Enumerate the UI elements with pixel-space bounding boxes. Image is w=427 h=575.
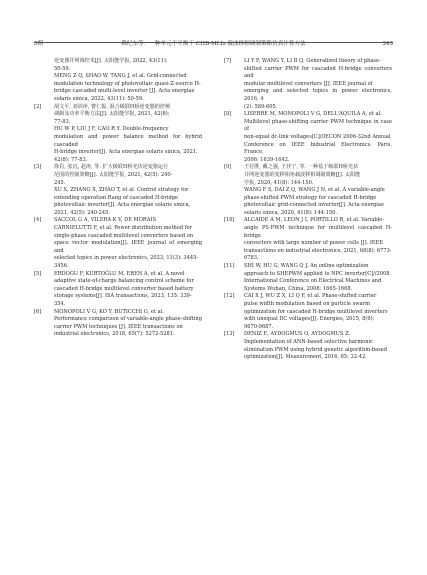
reference-entry [34,309,202,339]
reference-text: 逆变器并网调控术[J]. 太阳能学报, 2022, 43(11): 50-59. MENG Z Q, SHAO W, TANG J, et al. Grid-connected modulation technology of photovoltaic quasi-Z-source H- bridge cascaded multi-level inverter [J]. Acta energiae solaris sinica, 2022, 43(11): 50-59. [54,58,201,102]
reference-text: CAI X J, WU Z X, LI Q F, et al. Phase-shifted carrier pulse width modulation based on particle swarm optimization for cascaded H-bridge multilevel inverters with unequal DC voltages[J]. Energies, 2015, 8(9): 9670-9687. [244,293,388,330]
reference-entry [224,293,392,331]
reference-text: DENIZ E, AYDOGMUS O, AYDOGMUS Z. Implementation of ANN-based selective harmonic elimination PWM using hybrid genetic algorithm-based optimization[J]. Measurement, 2016, 85: 32-42. [244,331,388,361]
reference-text: SACCOL G A, VILERA K V, DE MORAIS CARNIELUTTI F, et al. Power distribution method for single-phase cascaded multilevel converters based on space vector modulation[J]. IEEE journal of emerging and selected topics in power electronics, 2023, 11(3): 3445- 3456. [54,217,202,270]
reference-text: 徐肖, 张沉, 赵涛, 等. 扩大级联H桥光伏逆变器运行 范围的控制策略[J]. 太阳能学报, 2021, 42(5): 240- 245. XU X, ZHANG X, ZHAO T, et al. Control strategy for extending operation Rang of cascaded H-bridge photovoltaic inverter[J]. Acta energiae solaris sinica, 2021, 42(5): 240-245. [54,164,191,216]
reference-text: MONOPOLI V G, KO Y, BUTICCHI G, et al. Performance comparison of variable-angle phase-shifting carrier PWM techniques [J]. IEEE transactions on industrial electronics, 2018, 65(7): 5272-5281. [54,308,202,338]
reference-number: [3] [34,164,42,171]
reference-entry [224,111,392,164]
reference-number: [9] [224,164,232,171]
reference-entry [34,271,202,309]
reference-text: LI Y F, WANG Y, LI B Q. Generalized theory of phase- shifted carrier PWM for cascaded H-bridge converters and modular multilevel converters [J]. IEEE journal of emerging and selected topics in power electronics, 2016, 4 (2): 589-605. [244,58,392,110]
reference-number: [2] [34,103,42,110]
running-title: 赖纪东等：一种单元不平衡下 CHB-MLIs 载波移相调制策略仿真计算方法 [121,41,306,47]
reference-number: [8] [224,111,232,118]
reference-entry [224,164,392,217]
reference-number: [10] [224,217,235,224]
reference-number: [13] [224,331,235,338]
reference-entry [224,58,392,111]
reference-text: LISERRE M, MONOPOLI V G, DELL'AQUILA A, et al. Multilevel phase-shifting carrier PWM technique in case of non-equal dc-link voltages[C]//IECON 2006-32nd Annual Conference on IEEE Industrial Electronics. Paris, France, 2006: 1639-1642. [244,111,392,163]
references-left-column [34,58,202,339]
reference-text: 王付胜, 戴之强, 王佳宁, 等. 一种基于级联H桥光伏 并网逆变器的变移相角载波移相调制策略[J]. 太阳能 学报, 2020, 41(8): 144-150. WANG F S, DAI Z Q, WANG J N, et al. A variable-angle phase-shifted PWM strategy for cascaded H-bridge photovoltaic grid-connected inverter[J]. Acta energiae solaris sinica, 2020, 41(8): 144-150. [244,164,385,216]
reference-number: [7] [224,58,232,64]
running-header [34,40,393,47]
reference-entry [34,104,202,165]
reference-entry [224,263,392,293]
reference-number: [12] [224,293,235,300]
reference-text: ERDOĞU F, KURTOĞLU M, EREN A, et al. A novel adaptive state-of-charge balancing control scheme for cascaded H-bridge multilevel converter based battery storage systems[J]. ISA transactions, 2023, 135: 339- 354. [54,270,194,307]
reference-text: SHI W, HU G, WANG Q J. An online optimization approach to SHEPWM applied to NPC inverter[C]//2008 International Conference on Electrical Machines and Systems Wuhan, China, 2008: 1665-1668. [244,263,390,292]
reference-entry [224,217,392,263]
reference-number: [5] [34,270,42,277]
reference-entry [34,217,202,270]
reference-number: [11] [224,263,235,270]
reference-text: 胡文平, 刘训萍, 曹仁振. 混合级联H桥逆变器的倍频 调制及功率平衡方法[J]. 太阳能学报, 2021, 42(8): 77-83. HU W P, LIU J F, CAO R Y. Double-frequency modulation and power balance method for hybrid cascaded H-bridge inverter[J]. Acta energiae solaris sinica, 2021, 42(8): 77-83. [54,103,202,163]
reference-number: [4] [34,217,42,224]
reference-entry [224,331,392,361]
reference-number: [6] [34,308,42,315]
reference-entry [34,58,202,104]
page-number: 343 [382,41,393,47]
references-right-column [224,58,392,362]
reference-entry [34,164,202,217]
issue-number: 5期 [34,41,44,47]
reference-text: ALCAIDE A M, LEON J I, PORTILLO R, et al. Variable- angle PS-PWM technique for multilevel cascaded H-bridge converters with large number of power cells [J]. IEEE transactions on industrial electronics, 2021, 68(8): 6773- 6783. [244,217,392,262]
